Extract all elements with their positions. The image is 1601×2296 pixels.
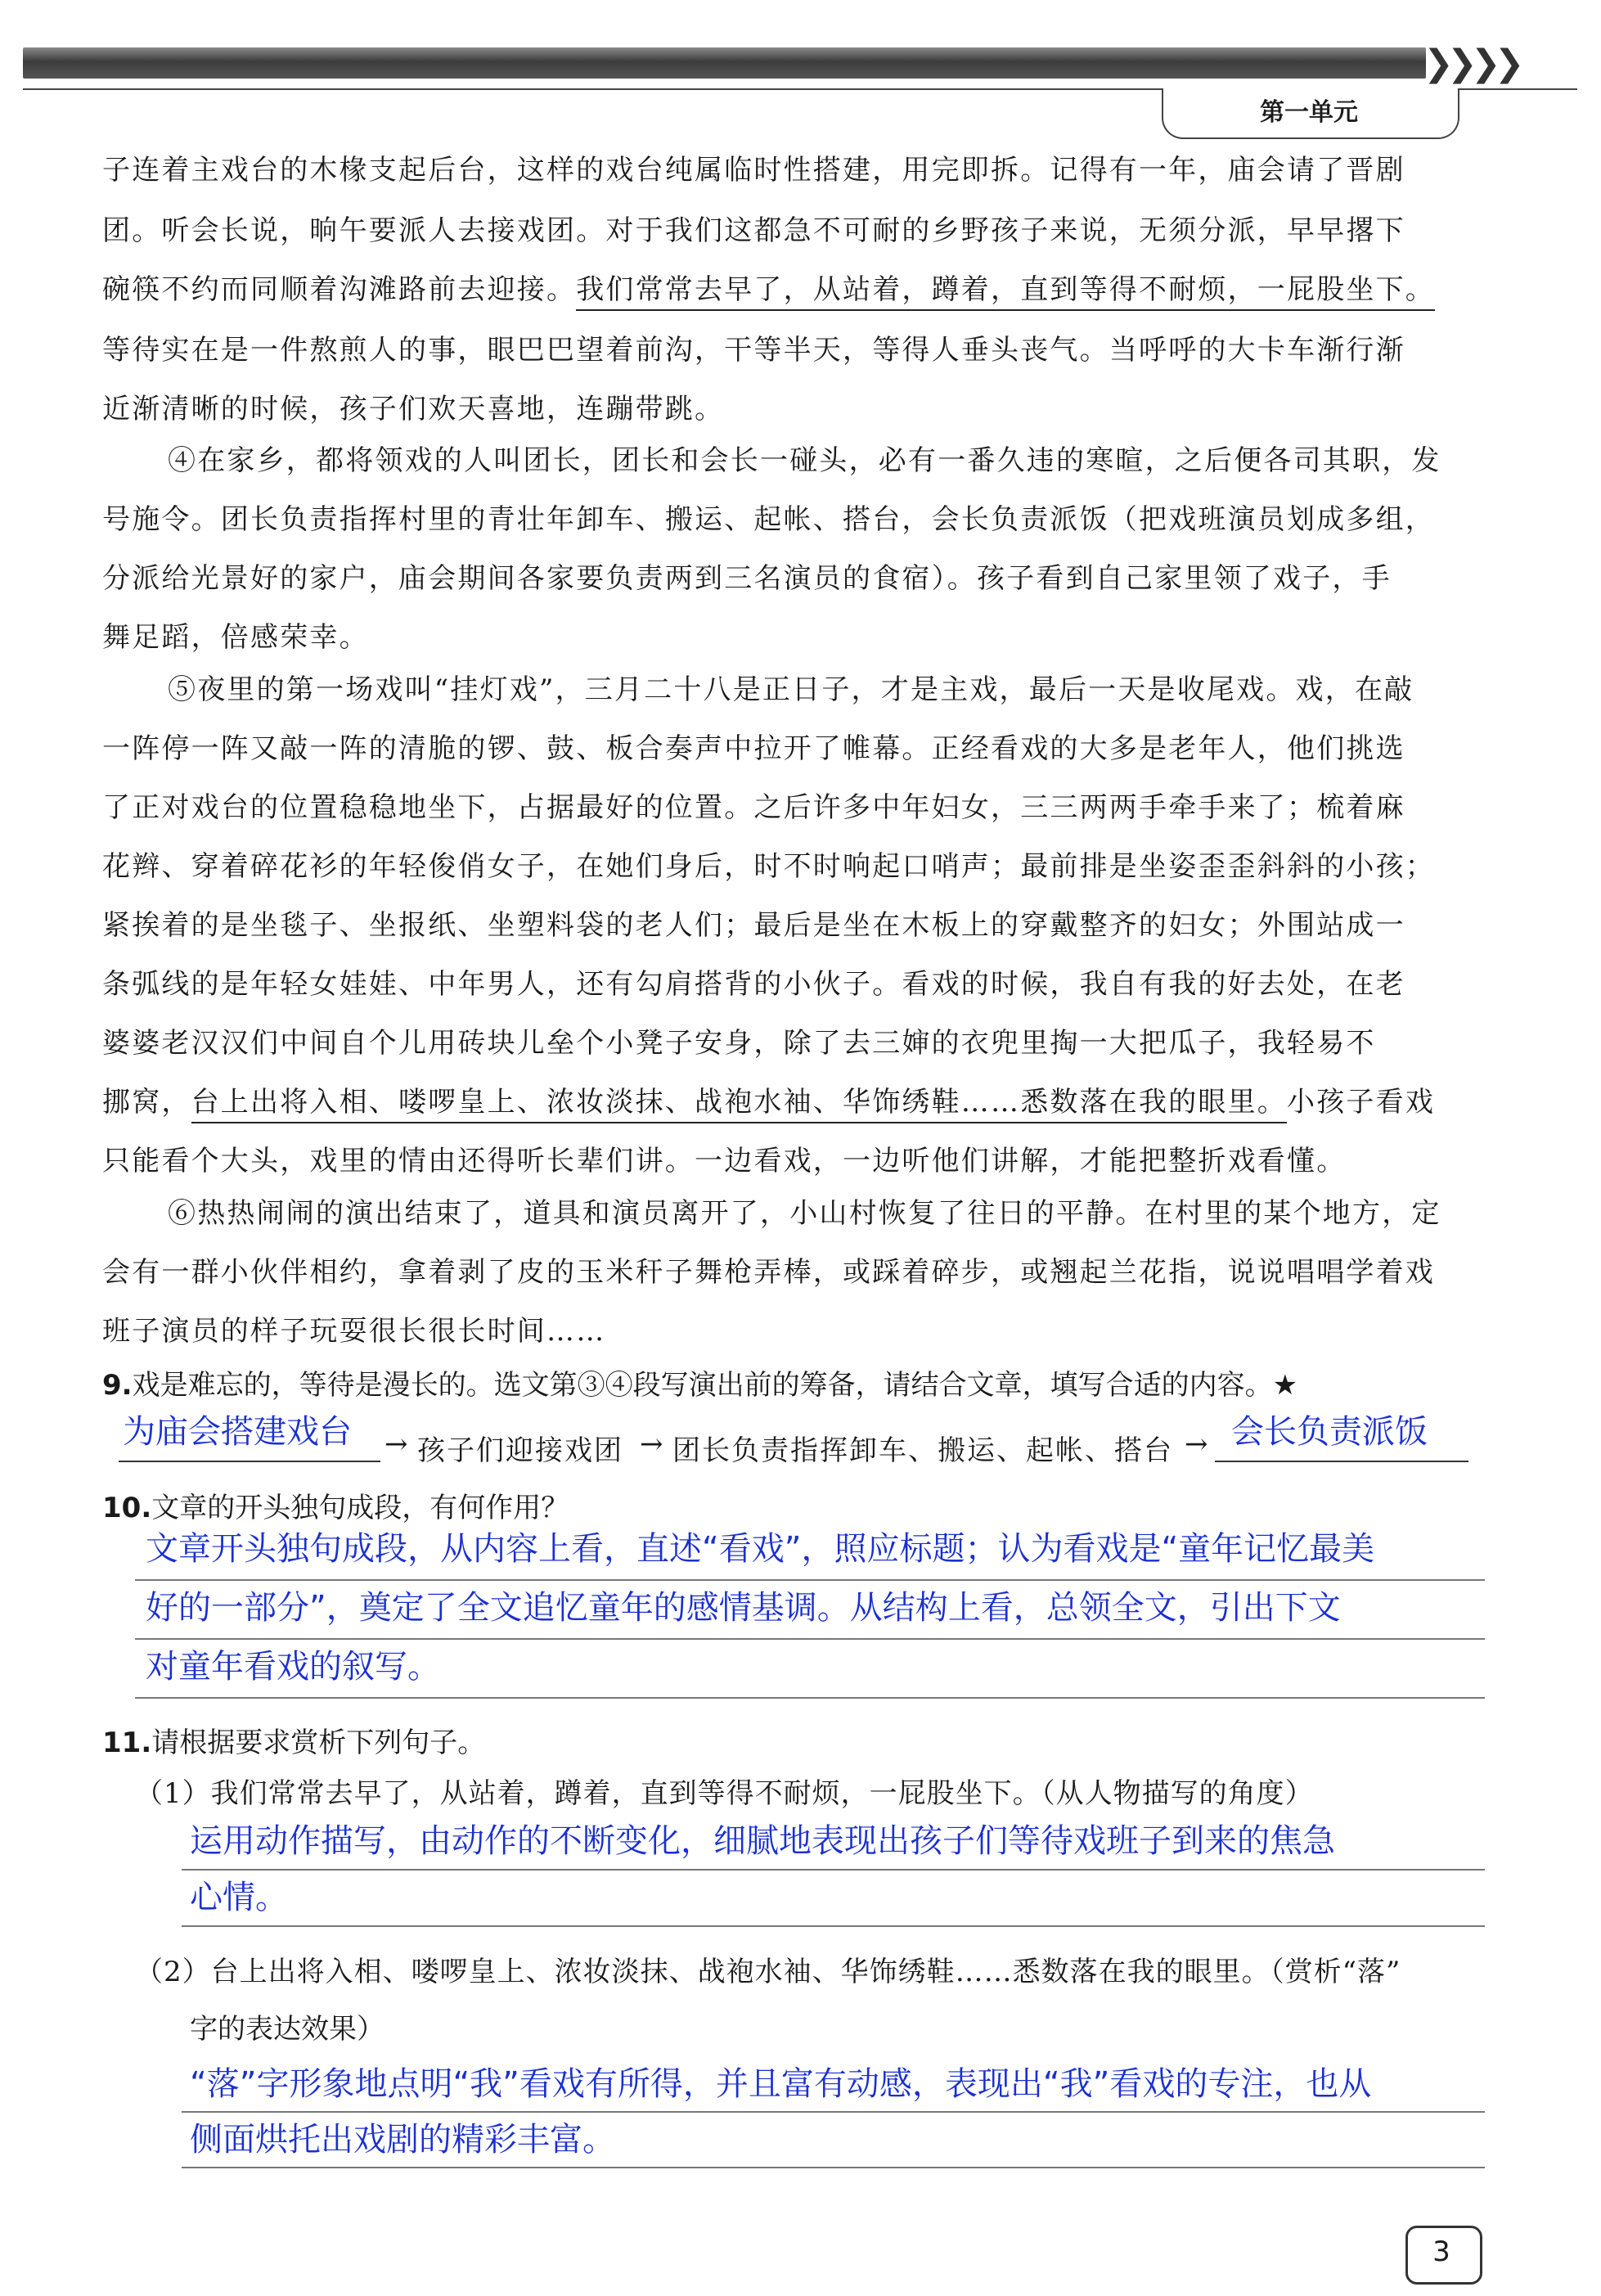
q11-sub2-cont: 字的表达效果） [190, 2013, 385, 2046]
unit-title: 第一单元 [1260, 98, 1358, 127]
passage-line: 了正对戏台的位置稳稳地坐下，占据最好的位置。之后许多中年妇女，三三两两手牵手来了；梳着麻 [102, 791, 1405, 824]
question-9: 9.戏是难忘的，等待是漫长的。选文第③④段写演出前的筹备，请结合文章，填写合适的内容。★ [102, 1369, 1298, 1402]
page-number: 3 [1432, 2235, 1450, 2268]
answer-rule [135, 1697, 1485, 1699]
q9-answer-2: 会长负责派饭 [1231, 1413, 1428, 1451]
q10-answer-line: 文章开头独句成段，从内容上看，直述“看戏”，照应标题；认为看戏是“童年记忆最美 [146, 1530, 1375, 1568]
passage-line: 子连着主戏台的木椽支起后台，这样的戏台纯属临时性搭建，用完即拆。记得有一年，庙会请了晋剧 [102, 154, 1405, 187]
answer-rule [182, 1869, 1485, 1871]
q9-step: 团长负责指挥卸车、搬运、起帐、搭台 [672, 1434, 1173, 1467]
q11-sub2: （2）台上出将入相、喽啰皇上、浓妆淡抹、战袍水袖、华饰绣鞋……悉数落在我的眼里。（赏析“落” [135, 1956, 1401, 1988]
answer-rule [135, 1579, 1485, 1581]
q11-sub2-answer-line: “落”字形象地点明“我”看戏有所得，并且富有动感，表现出“我”看戏的专注，也从 [190, 2065, 1372, 2103]
passage-line: 紧挨着的是坐毯子、坐报纸、坐塑料袋的老人们；最后是坐在木板上的穿戴整齐的妇女；外围站成一 [102, 909, 1405, 942]
q11-sub1-answer-line: 运用动作描写，由动作的不断变化，细腻地表现出孩子们等待戏班子到来的焦急 [190, 1822, 1335, 1860]
q11-sub1: （1）我们常常去早了，从站着，蹲着，直到等得不耐烦，一屁股坐下。（从人物描写的角度） [135, 1777, 1314, 1810]
passage-line: 一阵停一阵又敲一阵的清脆的锣、鼓、板合奏声中拉开了帷幕。正经看戏的大多是老年人，他们挑选 [102, 732, 1405, 765]
q11-sub1-answer-line: 心情。 [190, 1879, 288, 1916]
question-10: 10.文章的开头独句成段，有何作用？ [102, 1492, 569, 1524]
passage-line: 班子演员的样子玩耍很长很长时间…… [102, 1315, 606, 1348]
passage-line: 婆婆老汉汉们中间自个儿用砖块儿垒个小凳子安身，除了去三婶的衣兜里掏一大把瓜子，我轻易不 [102, 1027, 1376, 1060]
answer-rule [135, 1638, 1485, 1640]
question-11: 11.请根据要求赏析下列句子。 [102, 1727, 486, 1759]
underlined-sentence-1: 我们常常去早了，从站着，蹲着，直到等得不耐烦，一屁股坐下。 [576, 273, 1435, 311]
passage-line: 分派给光景好的家户，庙会期间各家要负责两到三名演员的食宿）。孩子看到自己家里领了戏子，手 [102, 562, 1392, 595]
answer-rule [182, 1925, 1485, 1927]
passage-line: 近渐清晰的时候，孩子们欢天喜地，连蹦带跳。 [102, 393, 725, 425]
q10-answer-line: 好的一部分”，奠定了全文追忆童年的感情基调。从结构上看，总领全文，引出下文 [146, 1589, 1341, 1627]
passage-line: 等待实在是一件熬煎人的事，眼巴巴望着前沟，干等半天，等得人垂头丧气。当呼呼的大卡车渐行渐 [102, 334, 1405, 367]
passage-line: 团。听会长说，晌午要派人去接戏团。对于我们这都急不可耐的乡野孩子来说，无须分派，早早撂下 [102, 214, 1405, 247]
passage-line: 碗筷不约而同顺着沟滩路前去迎接。我们常常去早了，从站着，蹲着，直到等得不耐烦，一屁股坐下。 [102, 273, 1485, 306]
passage-line: ⑤夜里的第一场戏叫“挂灯戏”，三月二十八是正日子，才是主戏，最后一天是收尾戏。戏，在敲 [168, 673, 1414, 706]
underlined-sentence-2: 台上出将入相、喽啰皇上、浓妆淡抹、战袍水袖、华饰绣鞋……悉数落在我的眼里。 [191, 1086, 1287, 1123]
answer-rule [182, 2167, 1485, 2168]
q9-answer-1: 为庙会搭建戏台 [123, 1413, 352, 1451]
chevron-arrows-icon: ❯❯❯❯ [1423, 43, 1518, 84]
q9-arrow-1: → [385, 1428, 408, 1461]
q10-answer-line: 对童年看戏的叙写。 [146, 1648, 440, 1686]
passage-line: ④在家乡，都将领戏的人叫团长，团长和会长一碰头，必有一番久违的寒暄，之后便各司其职，发 [168, 444, 1441, 477]
passage-line: 花辫、穿着碎花衫的年轻俊俏女子，在她们身后，时不时响起口哨声；最前排是坐姿歪歪斜斜的小孩； [102, 850, 1435, 883]
passage-line: 挪窝，台上出将入相、喽啰皇上、浓妆淡抹、战袍水袖、华饰绣鞋……悉数落在我的眼里。小孩子看戏 [102, 1086, 1485, 1119]
q9-blank-1 [119, 1461, 380, 1462]
q11-sub2-answer-line: 侧面烘托出戏剧的精彩丰富。 [190, 2121, 615, 2159]
passage-line: 只能看个大头，戏里的情由还得听长辈们讲。一边看戏，一边听他们讲解，才能把整折戏看懂。 [102, 1145, 1347, 1177]
q9-blank-2 [1215, 1461, 1468, 1462]
passage-line: 会有一群小伙伴相约，拿着剥了皮的玉米秆子舞枪弄棒，或踩着碎步，或翘起兰花指，说说唱唱学着戏 [102, 1256, 1435, 1289]
q9-arrow-3: → [1185, 1428, 1208, 1461]
passage-line: 舞足蹈，倍感荣幸。 [102, 621, 369, 654]
passage-line: 号施令。团长负责指挥村里的青壮年卸车、搬运、起帐、搭台，会长负责派饭（把戏班演员划成多组， [102, 503, 1435, 536]
header-band [23, 47, 1426, 79]
q9-arrow-2: → [640, 1428, 663, 1461]
answer-rule [182, 2111, 1485, 2113]
passage-line: ⑥热热闹闹的演出结束了，道具和演员离开了，小山村恢复了往日的平静。在村里的某个地方，定 [168, 1197, 1441, 1230]
passage-line: 条弧线的是年轻女娃娃、中年男人，还有勾肩搭背的小伙子。看戏的时候，我自有我的好去处，在老 [102, 968, 1405, 1001]
q9-step: 孩子们迎接戏团 [417, 1434, 623, 1467]
star-icon: ★ [1272, 1369, 1298, 1402]
